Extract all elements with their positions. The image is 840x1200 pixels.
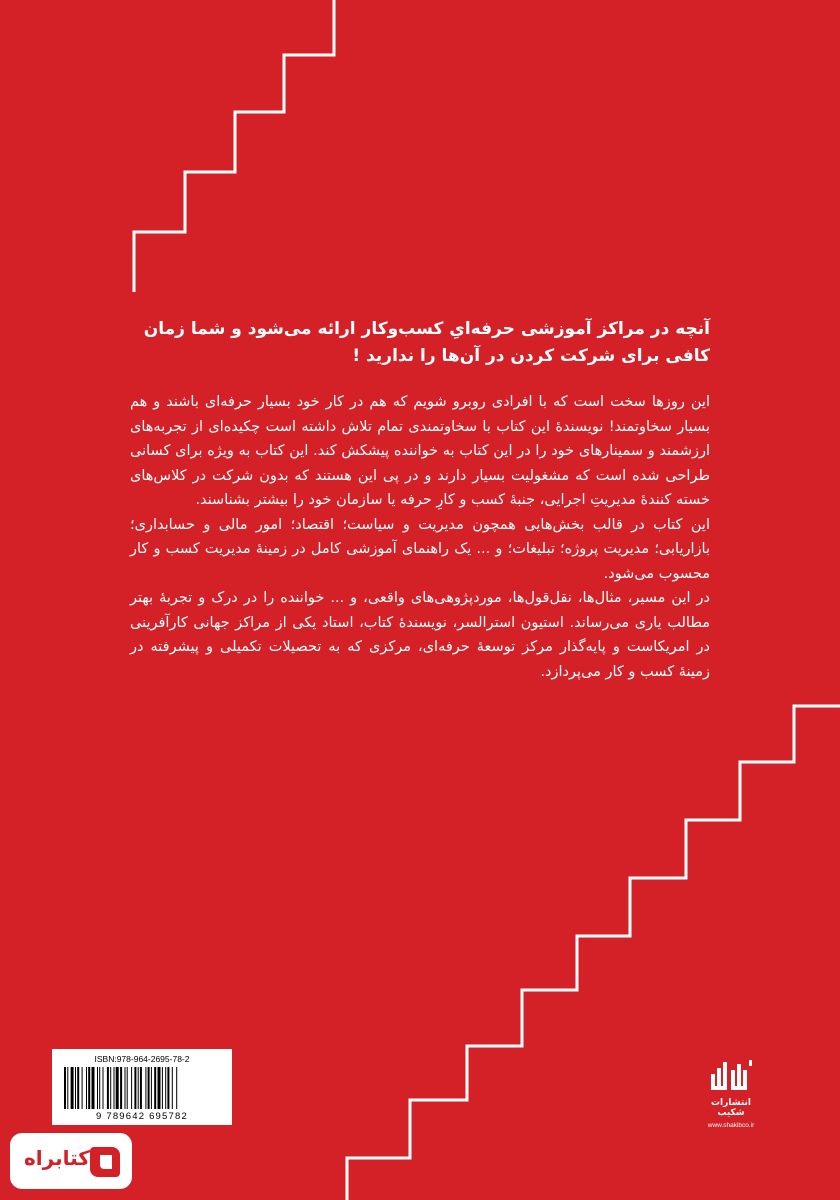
barcode-bar [162, 1067, 163, 1109]
lead-line-2: کافی برای شرکت کردن در آن‌ها را ندارید ! [352, 346, 710, 366]
barcode-bar [103, 1067, 104, 1109]
barcode-bar [148, 1067, 150, 1109]
ketabrah-watermark-badge[interactable] [10, 1133, 132, 1189]
barcode-bar [167, 1067, 169, 1109]
publisher-block [696, 1058, 766, 1129]
barcode-bar [138, 1067, 139, 1109]
barcode-bar [88, 1067, 90, 1109]
barcode-bar [86, 1067, 87, 1109]
barcode-bar [151, 1067, 152, 1109]
barcode-bar [165, 1067, 166, 1109]
barcode-bar [97, 1067, 98, 1109]
lower-staircase-line [347, 706, 840, 1200]
description-paragraph-3: در این مسیر، مثال‌ها، نقل‌قول‌ها، موردپژوهی‌های واقعی، و ... خواننده را در درک و تجربهٔ بهتر مطالب یاری می‌رساند. استیون استرالسر، نویسندهٔ کتاب، استاد یکی از مراکز جهانی کارآفرینی در امریکاست و پایه‌گذار مرکز توسعهٔ حرفه‌ای، مرکزی که به تحصیلات تکمیلی و پیشرفته در زمینهٔ کسب و کار می‌پردازد. [130, 590, 710, 680]
barcode-digits: 9 789642 695782 [96, 1111, 188, 1122]
barcode-bar [110, 1067, 111, 1109]
barcode-image [60, 1067, 224, 1111]
isbn-label: ISBN:978-964-2695-78-2 [94, 1054, 190, 1064]
barcode-bar [99, 1067, 100, 1109]
barcode-bar [134, 1067, 136, 1109]
barcode-bar [114, 1067, 115, 1109]
barcode-bar [92, 1067, 95, 1109]
barcode-bar [176, 1067, 177, 1109]
barcode-bar [107, 1067, 109, 1109]
barcode-bar [158, 1067, 161, 1109]
barcode-bar [172, 1067, 173, 1109]
publisher-name: انتشارات شکیب [711, 1098, 751, 1118]
barcode-bar [131, 1067, 132, 1109]
barcode-bar [154, 1067, 156, 1109]
barcode-bar [145, 1067, 146, 1109]
lead-text [130, 316, 710, 370]
barcode-bar [140, 1067, 142, 1109]
barcode-bar [116, 1067, 119, 1109]
barcode-bar [71, 1067, 74, 1109]
description-paragraph-1: این روزها سخت است که با افرادی روبرو شویم که هم در کار خود بسیار حرفه‌ای باشند و هم بسیار سخاوتمند! نویسندهٔ این کتاب با سخاوتمندی تمام تلاش داشته است چکیده‌ای از تجربه‌های ارزشمند و سمینارهای خود را در این کتاب به خواننده پیشکش کند. این کتاب به ویژه برای کسانی طراحی شده است که مشغولیت بسیار دارند و در پی این هستند که بدون شرکت در کلاس‌های خسته کنندهٔ مدیریتِ اجرایی، جنبهٔ کسب و کارِ حرفه یا سازمان خود را بیشتر بشناسند. [130, 394, 710, 508]
upper-staircase-line [134, 0, 334, 292]
barcode-bar [125, 1067, 126, 1109]
barcode-bar [127, 1067, 128, 1109]
publisher-url: www.shakibco.ir [707, 1122, 755, 1129]
lead-line-1: آنچه در مراکز آموزشی حرفه‌ایِ کسب‌وکار ارائه می‌شود و شما زمان [143, 319, 710, 339]
watermark-logo-icon [88, 1143, 124, 1179]
watermark-text: کتابراه [24, 1146, 90, 1170]
barcode-bar [64, 1067, 66, 1109]
description-text [130, 390, 710, 684]
publisher-logo-icon [709, 1058, 753, 1092]
isbn-barcode-box [52, 1049, 232, 1125]
barcode-bar [82, 1067, 83, 1109]
barcode-bar [77, 1067, 79, 1109]
description-paragraph-2: این کتاب در قالب بخش‌هایی همچون مدیریت و سیاست؛ اقتصاد؛ امور مالی و حسابداری؛ بازاریابی؛ مدیریت پروژه؛ تبلیغات؛ و ... یک راهنمای آموزشی کامل در زمینهٔ مدیریت کسب و کار محسوب می‌شود. [130, 516, 710, 582]
barcode-bar [120, 1067, 122, 1109]
barcode-bar [67, 1067, 68, 1109]
barcode-bar [75, 1067, 76, 1109]
